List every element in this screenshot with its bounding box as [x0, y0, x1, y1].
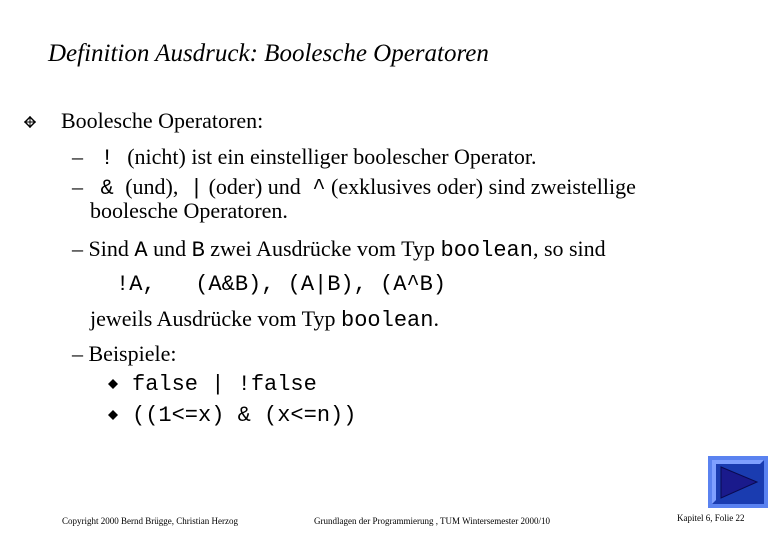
- example-text: false | !false: [132, 372, 317, 397]
- var-b: B: [191, 238, 205, 263]
- type-boolean-2: boolean: [341, 308, 434, 333]
- sub3-p3: zwei Ausdrücke vom Typ: [210, 236, 436, 261]
- sub3-p6: .: [433, 306, 439, 331]
- op-not: !: [100, 146, 114, 171]
- examples-label: – Beispiele:: [72, 341, 177, 366]
- footer-copyright: Copyright 2000 Bernd Brügge, Christian Herzog: [62, 516, 238, 526]
- dash: –: [72, 174, 83, 199]
- sub2-continuation: boolesche Operatoren.: [90, 198, 288, 223]
- footer-course: Grundlagen der Programmierung , TUM Wintersemester 2000/10: [314, 516, 551, 526]
- example-text: ((1<=x) & (x<=n)): [132, 403, 357, 428]
- sub-item-binary: [72, 174, 636, 201]
- dash: –: [72, 144, 83, 169]
- next-slide-button[interactable]: [708, 456, 768, 508]
- code-expressions: !A, (A&B), (A|B), (A^B): [116, 272, 447, 297]
- op-or: |: [189, 176, 204, 201]
- sub-item-not: [72, 144, 537, 171]
- sub3-p5: jeweils Ausdrücke vom Typ: [90, 306, 336, 331]
- op-xor: ^: [312, 176, 326, 201]
- sub1-text: (nicht) ist ein einstelliger boolescher Operator.: [127, 144, 537, 169]
- op-and: &: [100, 176, 114, 201]
- square-bullet-icon: [108, 379, 118, 389]
- diamond-bullet-icon: [24, 116, 36, 128]
- sub-item-expressions: [72, 236, 606, 263]
- main-item-text: Boolesche Operatoren:: [61, 108, 264, 133]
- square-bullet-icon: [108, 410, 118, 420]
- sub3-continuation: [90, 306, 439, 333]
- sub2-t2: (oder) und: [208, 174, 301, 199]
- sub2-t1: (und),: [125, 174, 179, 199]
- page-title: Definition Ausdruck: Boolesche Operatoren: [48, 40, 489, 67]
- var-a: A: [134, 238, 148, 263]
- sub2-t3: (exklusives oder) sind zweistellige: [331, 174, 636, 199]
- sub3-p4: , so sind: [532, 236, 606, 261]
- footer-slide-number: Kapitel 6, Folie 22: [677, 513, 745, 523]
- type-boolean: boolean: [440, 238, 533, 263]
- sub3-p1: – Sind: [72, 236, 129, 261]
- sub3-p2: und: [153, 236, 187, 261]
